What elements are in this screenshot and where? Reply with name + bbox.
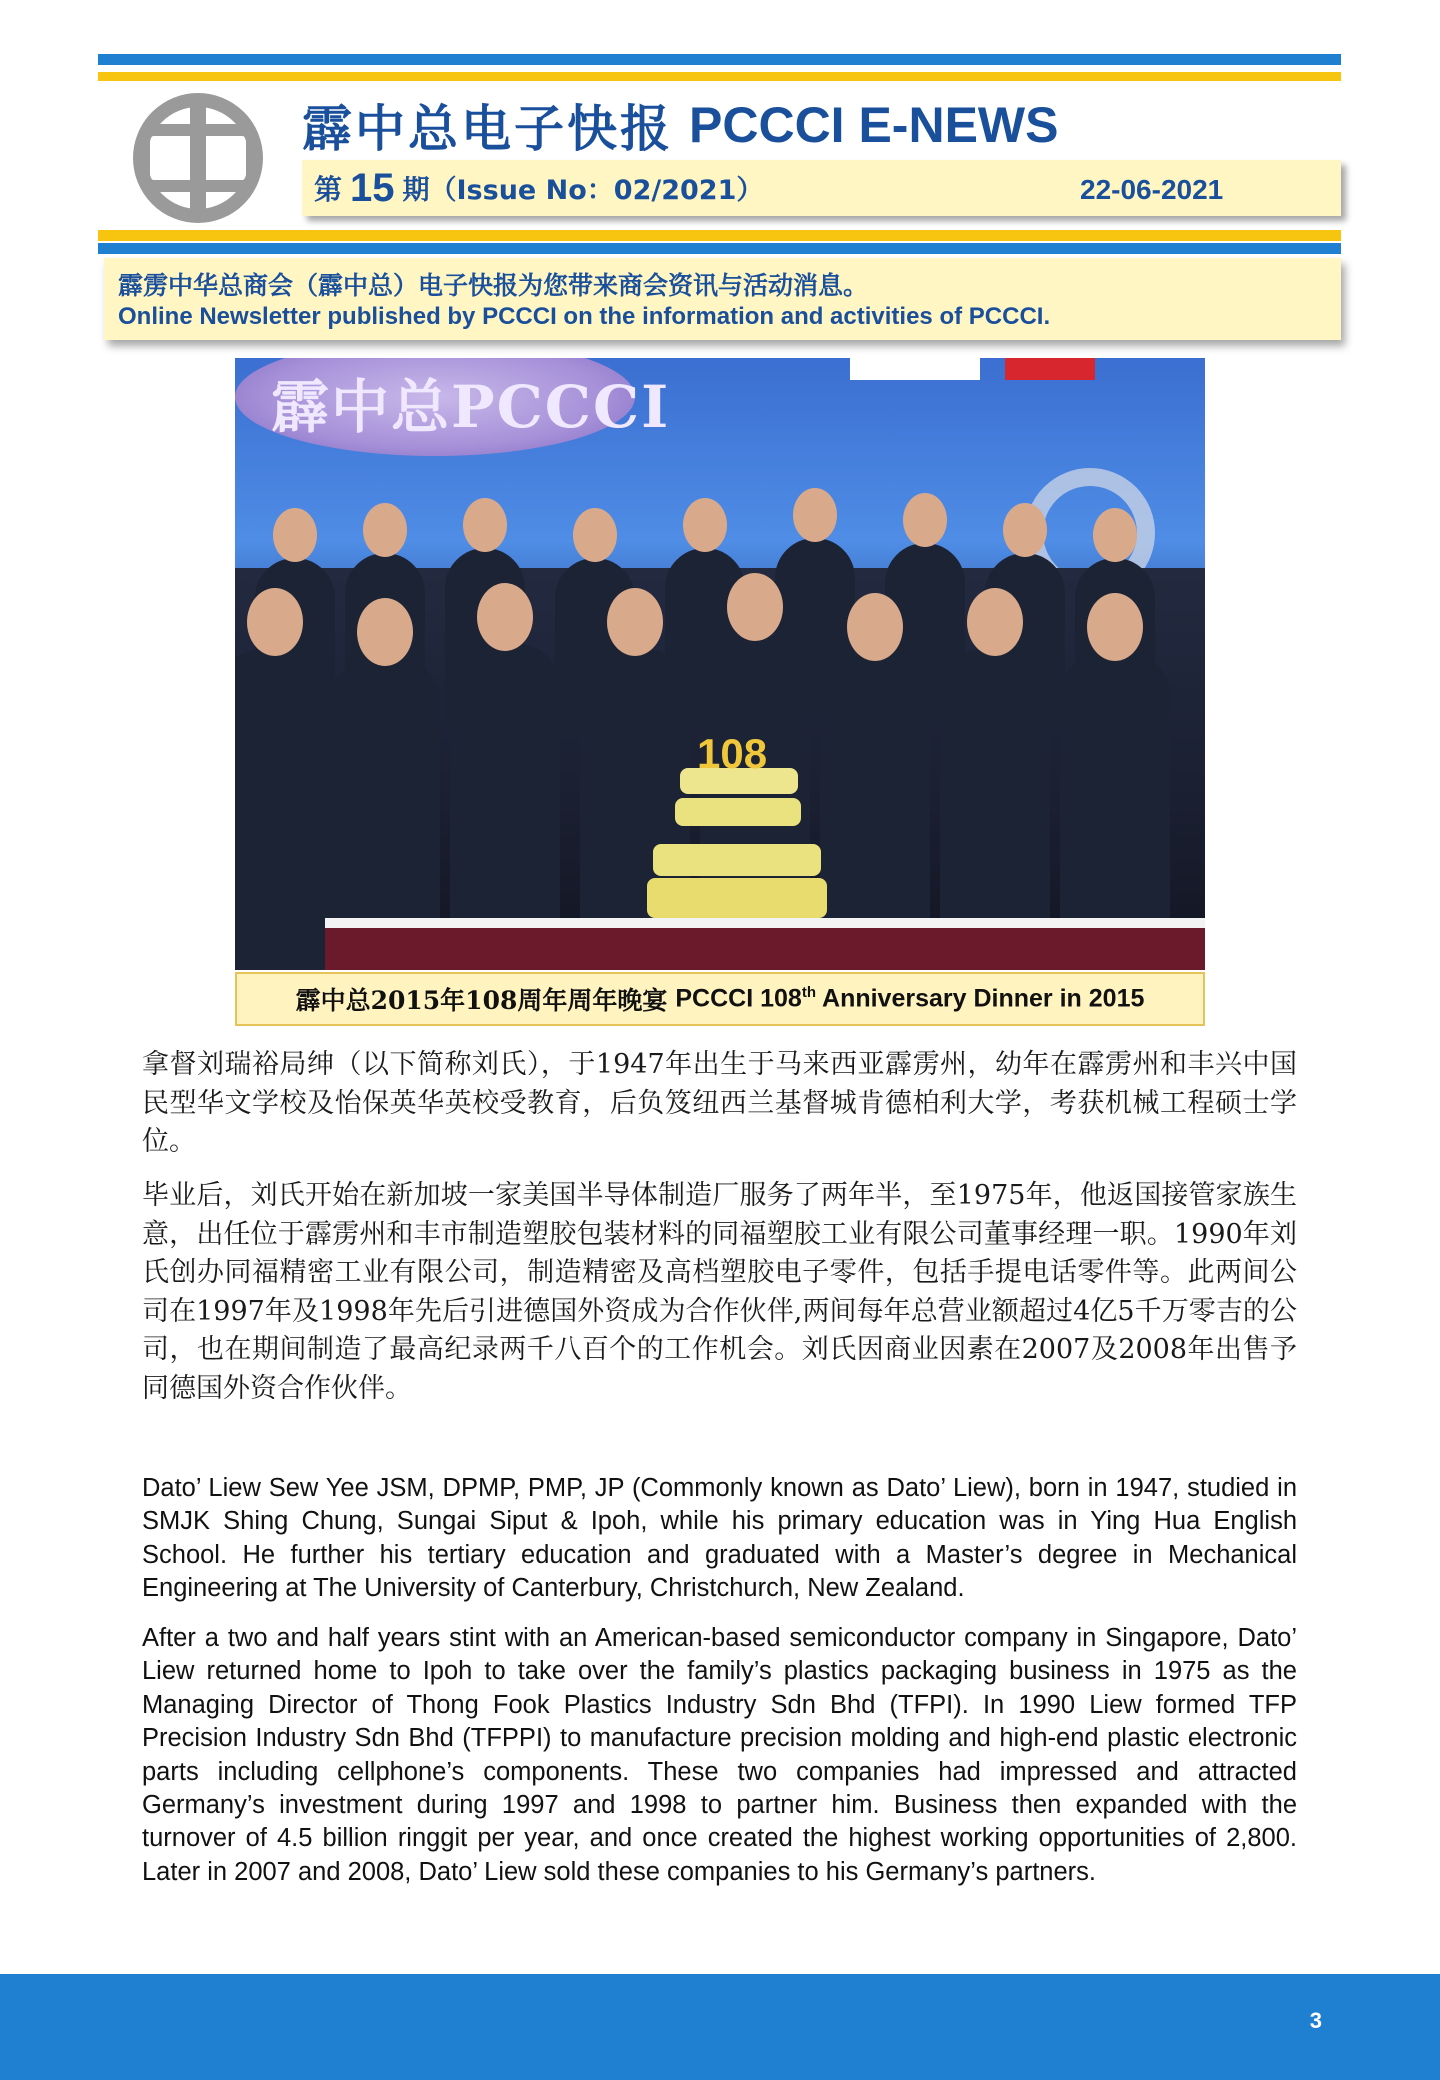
issue-prefix: 第 bbox=[314, 173, 343, 206]
photo-person-head bbox=[463, 498, 507, 552]
photo-person-head bbox=[607, 588, 663, 656]
photo-person-body bbox=[450, 645, 560, 965]
article-en-paragraph-1: Dato’ Liew Sew Yee JSM, DPMP, PMP, JP (Commonly known as Dato’ Liew), born in 1947, studied in SMJK Shing Chung, Sungai Siput & Ipoh, while his primary education was in Ying Hua English School. He further his tertiary education and graduated with a Master’s degree in Mechanical Engineering at The University of Canterbury, Christchurch, New Zealand. bbox=[142, 1474, 1297, 1603]
title-cn: 霹中总电子快报 bbox=[302, 100, 673, 158]
photo-person-head bbox=[683, 498, 727, 552]
top-blue-stripe bbox=[98, 54, 1341, 65]
page-number: 3 bbox=[1309, 2008, 1322, 2033]
issue-suffix: 期（Issue No：02/2021） bbox=[402, 175, 764, 206]
photo-table bbox=[325, 928, 1205, 970]
intro-en: Online Newsletter published by PCCCI on the information and activities of PCCCI. bbox=[118, 303, 1051, 330]
intro-box bbox=[104, 258, 1341, 340]
photo-caption bbox=[235, 972, 1205, 1026]
photo-person-head bbox=[477, 583, 533, 651]
photo-person-head bbox=[727, 573, 783, 641]
photo-person-head bbox=[357, 598, 413, 666]
photo-cake-number: 108 bbox=[697, 730, 768, 777]
photo-cake-tier bbox=[675, 798, 801, 826]
photo-sponsor-logo bbox=[1005, 358, 1095, 380]
photo-banner-text: 霹中总PCCCI bbox=[271, 373, 671, 441]
title-en: PCCCI E-NEWS bbox=[689, 97, 1059, 153]
photo-person-head bbox=[847, 593, 903, 661]
photo-person-head bbox=[967, 588, 1023, 656]
caption-en bbox=[675, 984, 1144, 1013]
mid-blue-stripe bbox=[98, 243, 1341, 254]
photo-sponsor-panel bbox=[850, 358, 980, 380]
caption-cn: 霹中总2015年108周年周年晚宴 bbox=[295, 986, 668, 1015]
issue-number: 15 bbox=[350, 166, 395, 210]
anniversary-dinner-photo bbox=[235, 358, 1205, 970]
photo-person-head bbox=[903, 493, 947, 547]
issue-label bbox=[314, 166, 763, 211]
photo-person-head bbox=[1003, 503, 1047, 557]
photo-person-head bbox=[363, 503, 407, 557]
article-cn-paragraph-1: 拿督刘瑞裕局绅（以下简称刘氏），于1947年出生于马来西亚霹雳州，幼年在霹雳州和丰兴中国民型华文学校及怡保英华英校受教育，后负笈纽西兰基督城肯德柏利大学，考获机械工程硕士学位。 bbox=[142, 1049, 1297, 1157]
caption-en-prefix: PCCCI 108 bbox=[675, 984, 802, 1013]
intro-cn: 霹雳中华总商会（霹中总）电子快报为您带来商会资讯与活动消息。 bbox=[118, 271, 869, 300]
photo-person-head bbox=[793, 488, 837, 542]
photo-cake-tier bbox=[653, 844, 821, 876]
caption-en-sup: th bbox=[801, 984, 816, 1002]
caption-en-suffix: Anniversary Dinner in 2015 bbox=[816, 984, 1145, 1013]
photo-person-head bbox=[273, 508, 317, 562]
pccci-logo-icon bbox=[126, 92, 270, 224]
photo-person-body bbox=[235, 650, 330, 970]
mid-yellow-stripe bbox=[98, 230, 1341, 241]
article-en-paragraph-2: After a two and half years stint with an American-based semiconductor company in Singapore, Dato’ Liew returned home to Ipoh to take over the family’s plastics packaging business in 1975 as the Managing Director of Thong Fook Plastics Industry Sdn Bhd (TFPI). In 1990 Liew formed TFP Precision Industry Sdn Bhd (TFPPI) to manufacture precision molding and high-end plastic electronic parts including cellphone’s components. These two companies had impressed and attracted Germany’s investment during 1997 and 1998 to partner him. Business then expanded with the turnover of 4.5 billion ringgit per year, and once created the highest working opportunities of 2,800. Later in 2007 and 2008, Dato’ Liew sold these companies to his Germany’s partners. bbox=[142, 1624, 1297, 1886]
article-cn-paragraph-2: 毕业后，刘氏开始在新加坡一家美国半导体制造厂服务了两年半，至1975年，他返国接管家族生意，出任位于霹雳州和丰市制造塑胶包装材料的同福塑胶工业有限公司董事经理一职。1990年刘氏创办同福精密工业有限公司，制造精密及高档塑胶电子零件，包括手提电话零件等。此两间公司在1997年及1998年先后引进德国外资成为合作伙伴,两间每年总营业额超过4亿5千万零吉的公司，也在期间制造了最高纪录两千八百个的工作机会。刘氏因商业因素在2007及2008年出售予同德国外资合作伙伴。 bbox=[142, 1180, 1297, 1404]
photo-cake-tier bbox=[647, 878, 827, 918]
photo-person-head bbox=[1093, 508, 1137, 562]
photo-person-head bbox=[247, 588, 303, 656]
page-footer bbox=[0, 1974, 1440, 2080]
photo-person-head bbox=[1087, 593, 1143, 661]
photo-person-head bbox=[573, 508, 617, 562]
top-yellow-stripe bbox=[98, 72, 1341, 81]
newsletter-title bbox=[302, 94, 1058, 156]
issue-info-box bbox=[302, 160, 1341, 216]
issue-date: 22-06-2021 bbox=[1080, 174, 1224, 205]
